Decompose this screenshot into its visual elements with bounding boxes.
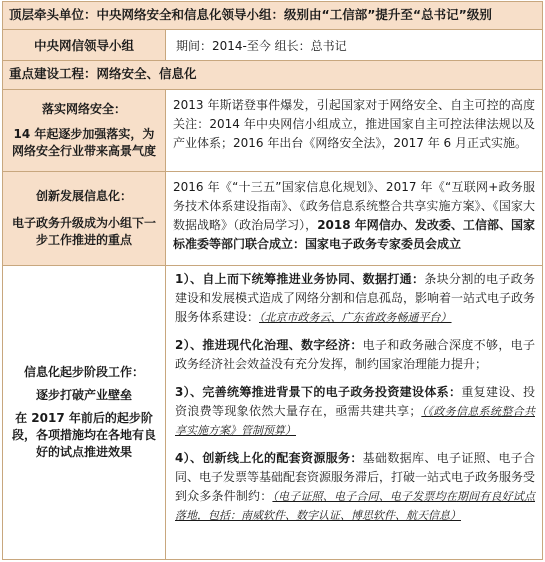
item-3-heading: 3）、完善统筹推进背景下的电子政务投资建设体系： [175,385,462,399]
innovation-label-cell [3,172,166,265]
innovation-title: 创新发展信息化： [35,189,132,203]
startup-items [166,266,542,559]
innovation-body-plain: 2016 年《“十三五”国家信息化规划》、2017 年《“互联网+政务服务技术体系建设指南》、《政务信息系统整合共享实施方案》、《国家大数据战略》（政治局学习）， [173,180,535,232]
startup-title: 信息化起步阶段工作： [23,365,144,379]
item-3-note: （《政务信息系统整合共享实施方案》管制预算） [175,405,535,437]
item-4-note: （电子证照、电子合同、电子发票均在期间有良好试点落地，包括：南威软件、数字认证、博思软件、航天信息） [175,490,535,522]
item-1-note: （北京市政务云、广东省政务畅通平台） [259,311,452,324]
security-label-cell [3,90,166,171]
innovation-subtitle: 电子政务升级成为小组下一步工作推进的重点 [11,216,156,247]
startup-line2: 逐步打破产业壁垒 [35,388,132,402]
leader-info-cell [166,30,542,60]
item-4 [175,449,535,525]
item-1 [175,270,535,327]
security-body: 2013 年斯诺登事件爆发，引起国家对于网络安全、自主可控的高度关注：2014 年中央网信小组成立，推进国家自主可控法律法规以及产业体系；2016 年出台《网络安全法》，2017 年 6 月正式实施。 [173,98,535,150]
leader-label: 中央网信领导小组 [33,37,134,53]
leader-row [2,29,543,60]
security-title: 落实网络安全： [41,102,126,116]
policy-table [2,1,543,560]
key-project-row [2,60,543,89]
item-4-text: 基础数据库、电子证照、电子合同、电子发票等基础配套资源服务滞后，打破一站式电子政务服务受到众多条件制约： [175,451,536,503]
innovation-row [2,171,543,265]
security-row [2,89,543,171]
innovation-body-bold: 2018 年网信办、发改委、工信部、国家标准委等部门联合成立：国家电子政务专家委员会成立 [173,218,535,251]
security-subtitle: 14 年起逐步加强落实，为网络安全行业带来高景气度 [11,127,156,158]
startup-label-cell [3,266,166,559]
item-1-text: 条块分割的电子政务建设和发展模式造成了网络分割和信息孤岛，影响着一站式电子政务服务体系建设： [175,272,536,324]
item-2 [175,336,535,374]
item-1-heading: 1）、自上而下统筹推进业务协同、数据打通： [175,272,425,286]
startup-row [2,265,543,560]
header-text: 顶层牵头单位：中央网络安全和信息化领导小组：级别由“工信部”提升至“总书记”级别 [9,7,492,22]
leader-label-cell [3,30,166,60]
key-project-text: 重点建设工程：网络安全、信息化 [9,66,197,81]
item-2-text: 电子和政务融合深度不够，电子政务经济社会效益没有充分发挥，制约国家治理能力提升； [175,338,535,371]
leader-info: 期间：2014-至今 组长：总书记 [176,38,347,53]
innovation-body [166,172,542,265]
startup-line3: 在 2017 年前后的起步阶段，各项措施均在各地有良好的试点推进效果 [11,411,156,459]
item-2-heading: 2）、推进现代化治理、数字经济： [175,338,363,352]
item-4-heading: 4）、创新线上化的配套资源服务： [175,451,363,465]
header-row [2,1,543,29]
item-3-text: 重复建设、投资浪费等现象依然大量存在，亟需共建共享； [175,385,535,418]
item-3 [175,383,535,440]
